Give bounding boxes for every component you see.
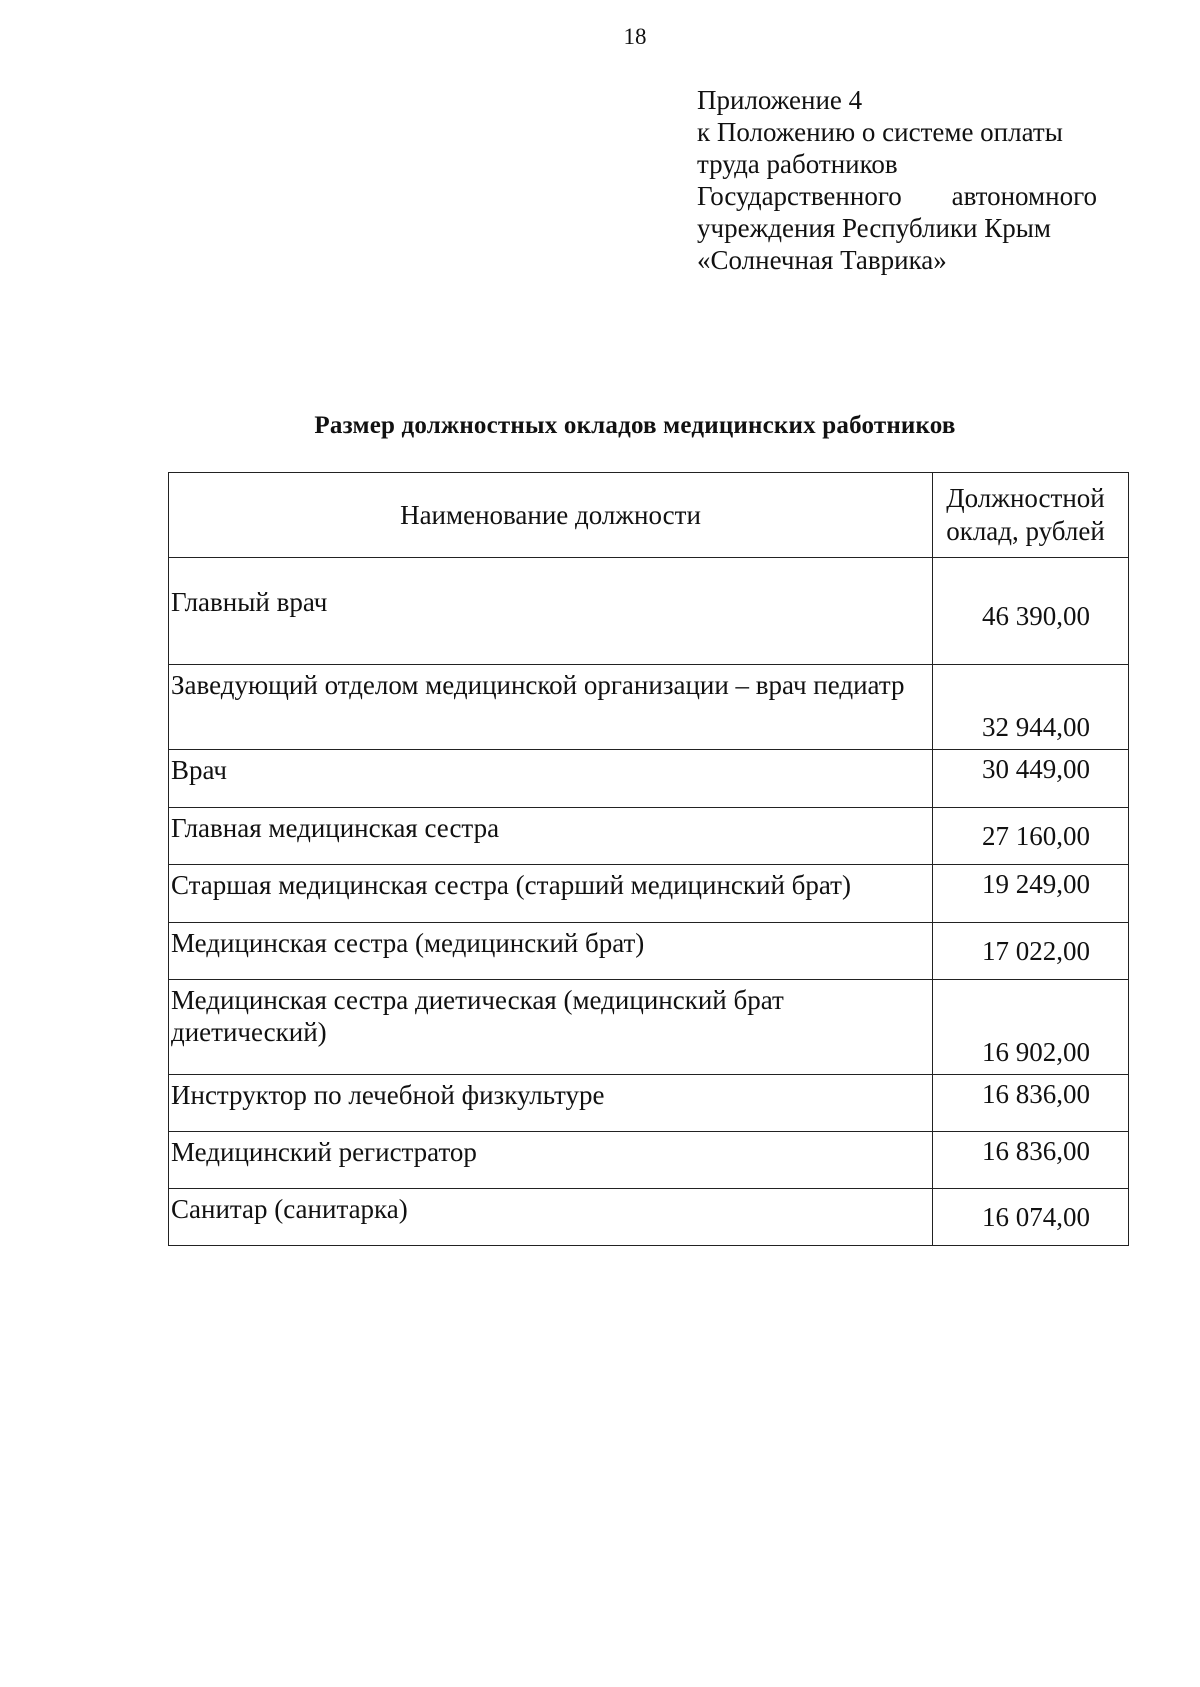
position-cell: Врач <box>169 750 933 808</box>
table-row <box>169 980 1129 1075</box>
position-cell: Старшая медицинская сестра (старший медицинский брат) <box>169 865 933 923</box>
table-row <box>169 1075 1129 1132</box>
salary-cell: 27 160,00 <box>933 808 1129 865</box>
salary-table <box>168 472 1129 1246</box>
appendix-line: «Солнечная Таврика» <box>697 245 947 275</box>
table-row <box>169 665 1129 750</box>
table-row <box>169 865 1129 923</box>
header-salary <box>933 473 1129 558</box>
appendix-line: Приложение 4 <box>697 85 863 115</box>
salary-cell: 30 449,00 <box>933 750 1129 808</box>
salary-cell: 17 022,00 <box>933 923 1129 980</box>
table-header-row <box>169 473 1129 558</box>
position-cell: Заведующий отделом медицинской организации – врач педиатр <box>169 665 933 750</box>
position-cell: Главная медицинская сестра <box>169 808 933 865</box>
table-row <box>169 558 1129 665</box>
table-row <box>169 923 1129 980</box>
appendix-line: учреждения Республики Крым <box>697 213 1051 243</box>
table-row <box>169 750 1129 808</box>
salary-cell: 19 249,00 <box>933 865 1129 923</box>
position-cell: Медицинская сестра диетическая (медицинский брат диетический) <box>169 980 933 1075</box>
salary-cell: 32 944,00 <box>933 665 1129 750</box>
appendix-line-left: Государственного <box>697 181 902 211</box>
position-cell: Медицинская сестра (медицинский брат) <box>169 923 933 980</box>
salary-cell: 16 902,00 <box>933 980 1129 1075</box>
table-row <box>169 808 1129 865</box>
salary-cell: 16 836,00 <box>933 1132 1129 1189</box>
appendix-line: к Положению о системе оплаты <box>697 117 1063 147</box>
header-position: Наименование должности <box>169 473 933 558</box>
appendix-block <box>697 84 1097 276</box>
position-cell: Медицинский регистратор <box>169 1132 933 1189</box>
position-cell: Главный врач <box>169 558 933 665</box>
document-title: Размер должностных окладов медицинских работников <box>314 412 956 439</box>
salary-cell: 16 836,00 <box>933 1075 1129 1132</box>
position-cell: Санитар (санитарка) <box>169 1189 933 1246</box>
salary-cell: 16 074,00 <box>933 1189 1129 1246</box>
salary-cell: 46 390,00 <box>933 558 1129 665</box>
position-cell: Инструктор по лечебной физкультуре <box>169 1075 933 1132</box>
header-salary-line1: Должностной <box>946 483 1105 513</box>
header-salary-line2: оклад, рублей <box>946 516 1105 546</box>
appendix-line <box>697 180 1097 212</box>
table-row <box>169 1132 1129 1189</box>
table-row <box>169 1189 1129 1246</box>
appendix-line: труда работников <box>697 149 898 179</box>
page-number: 18 <box>623 24 647 49</box>
appendix-line-right: автономного <box>951 181 1097 211</box>
